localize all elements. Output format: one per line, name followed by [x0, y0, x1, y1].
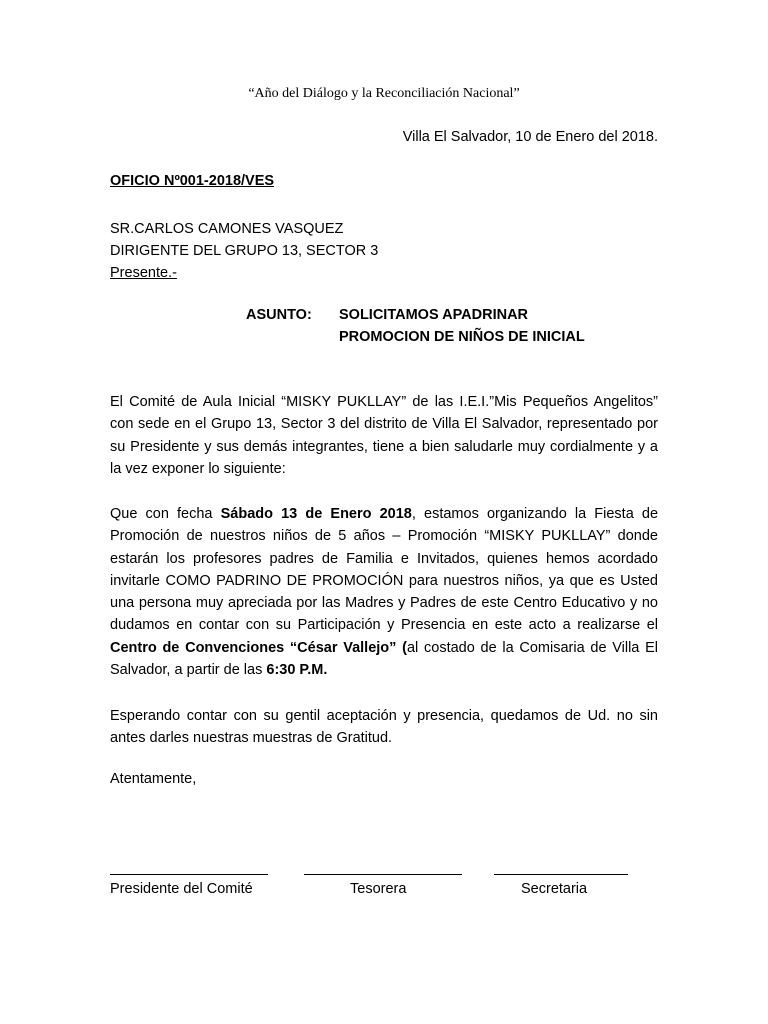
year-motto: “Año del Diálogo y la Reconciliación Nacional” [248, 86, 520, 101]
recipient-name: SR.CARLOS CAMONES VASQUEZ [110, 221, 344, 237]
signature-line-secretary [494, 874, 628, 875]
signature-label-treasurer: Tesorera [350, 881, 407, 897]
recipient-position: DIRIGENTE DEL GRUPO 13, SECTOR 3 [110, 243, 379, 259]
signature-label-president: Presidente del Comité [110, 881, 253, 897]
invitation-text-1: Que con fecha [110, 506, 221, 522]
paragraph-invitation [110, 503, 658, 681]
presente-label: Presente.- [110, 265, 177, 281]
document-reference: OFICIO Nº001-2018/VES [110, 173, 275, 189]
closing-salutation: Atentamente, [110, 771, 197, 787]
event-venue: Centro de Convenciones “César Vallejo” ( [110, 639, 407, 656]
signature-line-president [110, 874, 268, 875]
dateline: Villa El Salvador, 10 de Enero del 2018. [402, 129, 658, 145]
subject-label: ASUNTO: [246, 307, 312, 323]
signature-label-secretary: Secretaria [521, 881, 588, 897]
invitation-text-2: , estamos organizando la Fiesta de Promoción de nuestros niños de 5 años – Promoción “MISKY PUKLLAY” donde estarán los profesores padres de Familia e Invitados, quienes hemos acordado invitarle COMO PADRINO DE PROMOCIÓN para nuestros niños, ya que es Usted una persona muy apreciada por las Madres y Padres de este Centro Educativo y no dudamos en contar con su Participación y Presencia en este acto a realizarse el [110, 506, 659, 634]
recipient-block [110, 218, 378, 284]
event-time: 6:30 P.M. [266, 662, 328, 679]
event-date: Sábado 13 de Enero 2018 [220, 506, 412, 522]
subject-line-1: SOLICITAMOS APADRINAR [339, 307, 529, 323]
signature-line-treasurer [304, 874, 462, 875]
paragraph-introduction: El Comité de Aula Inicial “MISKY PUKLLAY” de las I.E.I.”Mis Pequeños Angelitos” con sede en el Grupo 13, Sector 3 del distrito de Villa El Salvador, representado por su Presidente y sus demás integrantes, tiene a bien saludarle muy cordialmente y a la vez exponer lo siguiente: [110, 394, 658, 477]
paragraph-closing: Esperando contar con su gentil aceptación y presencia, quedamos de Ud. no sin antes darles nuestras muestras de Gratitud. [110, 708, 658, 747]
invitation-text-3: al costado de la Comisaria de Villa El Salvador, a partir de las [110, 639, 658, 679]
subject-line-2: PROMOCION DE NIÑOS DE INICIAL [339, 329, 585, 345]
